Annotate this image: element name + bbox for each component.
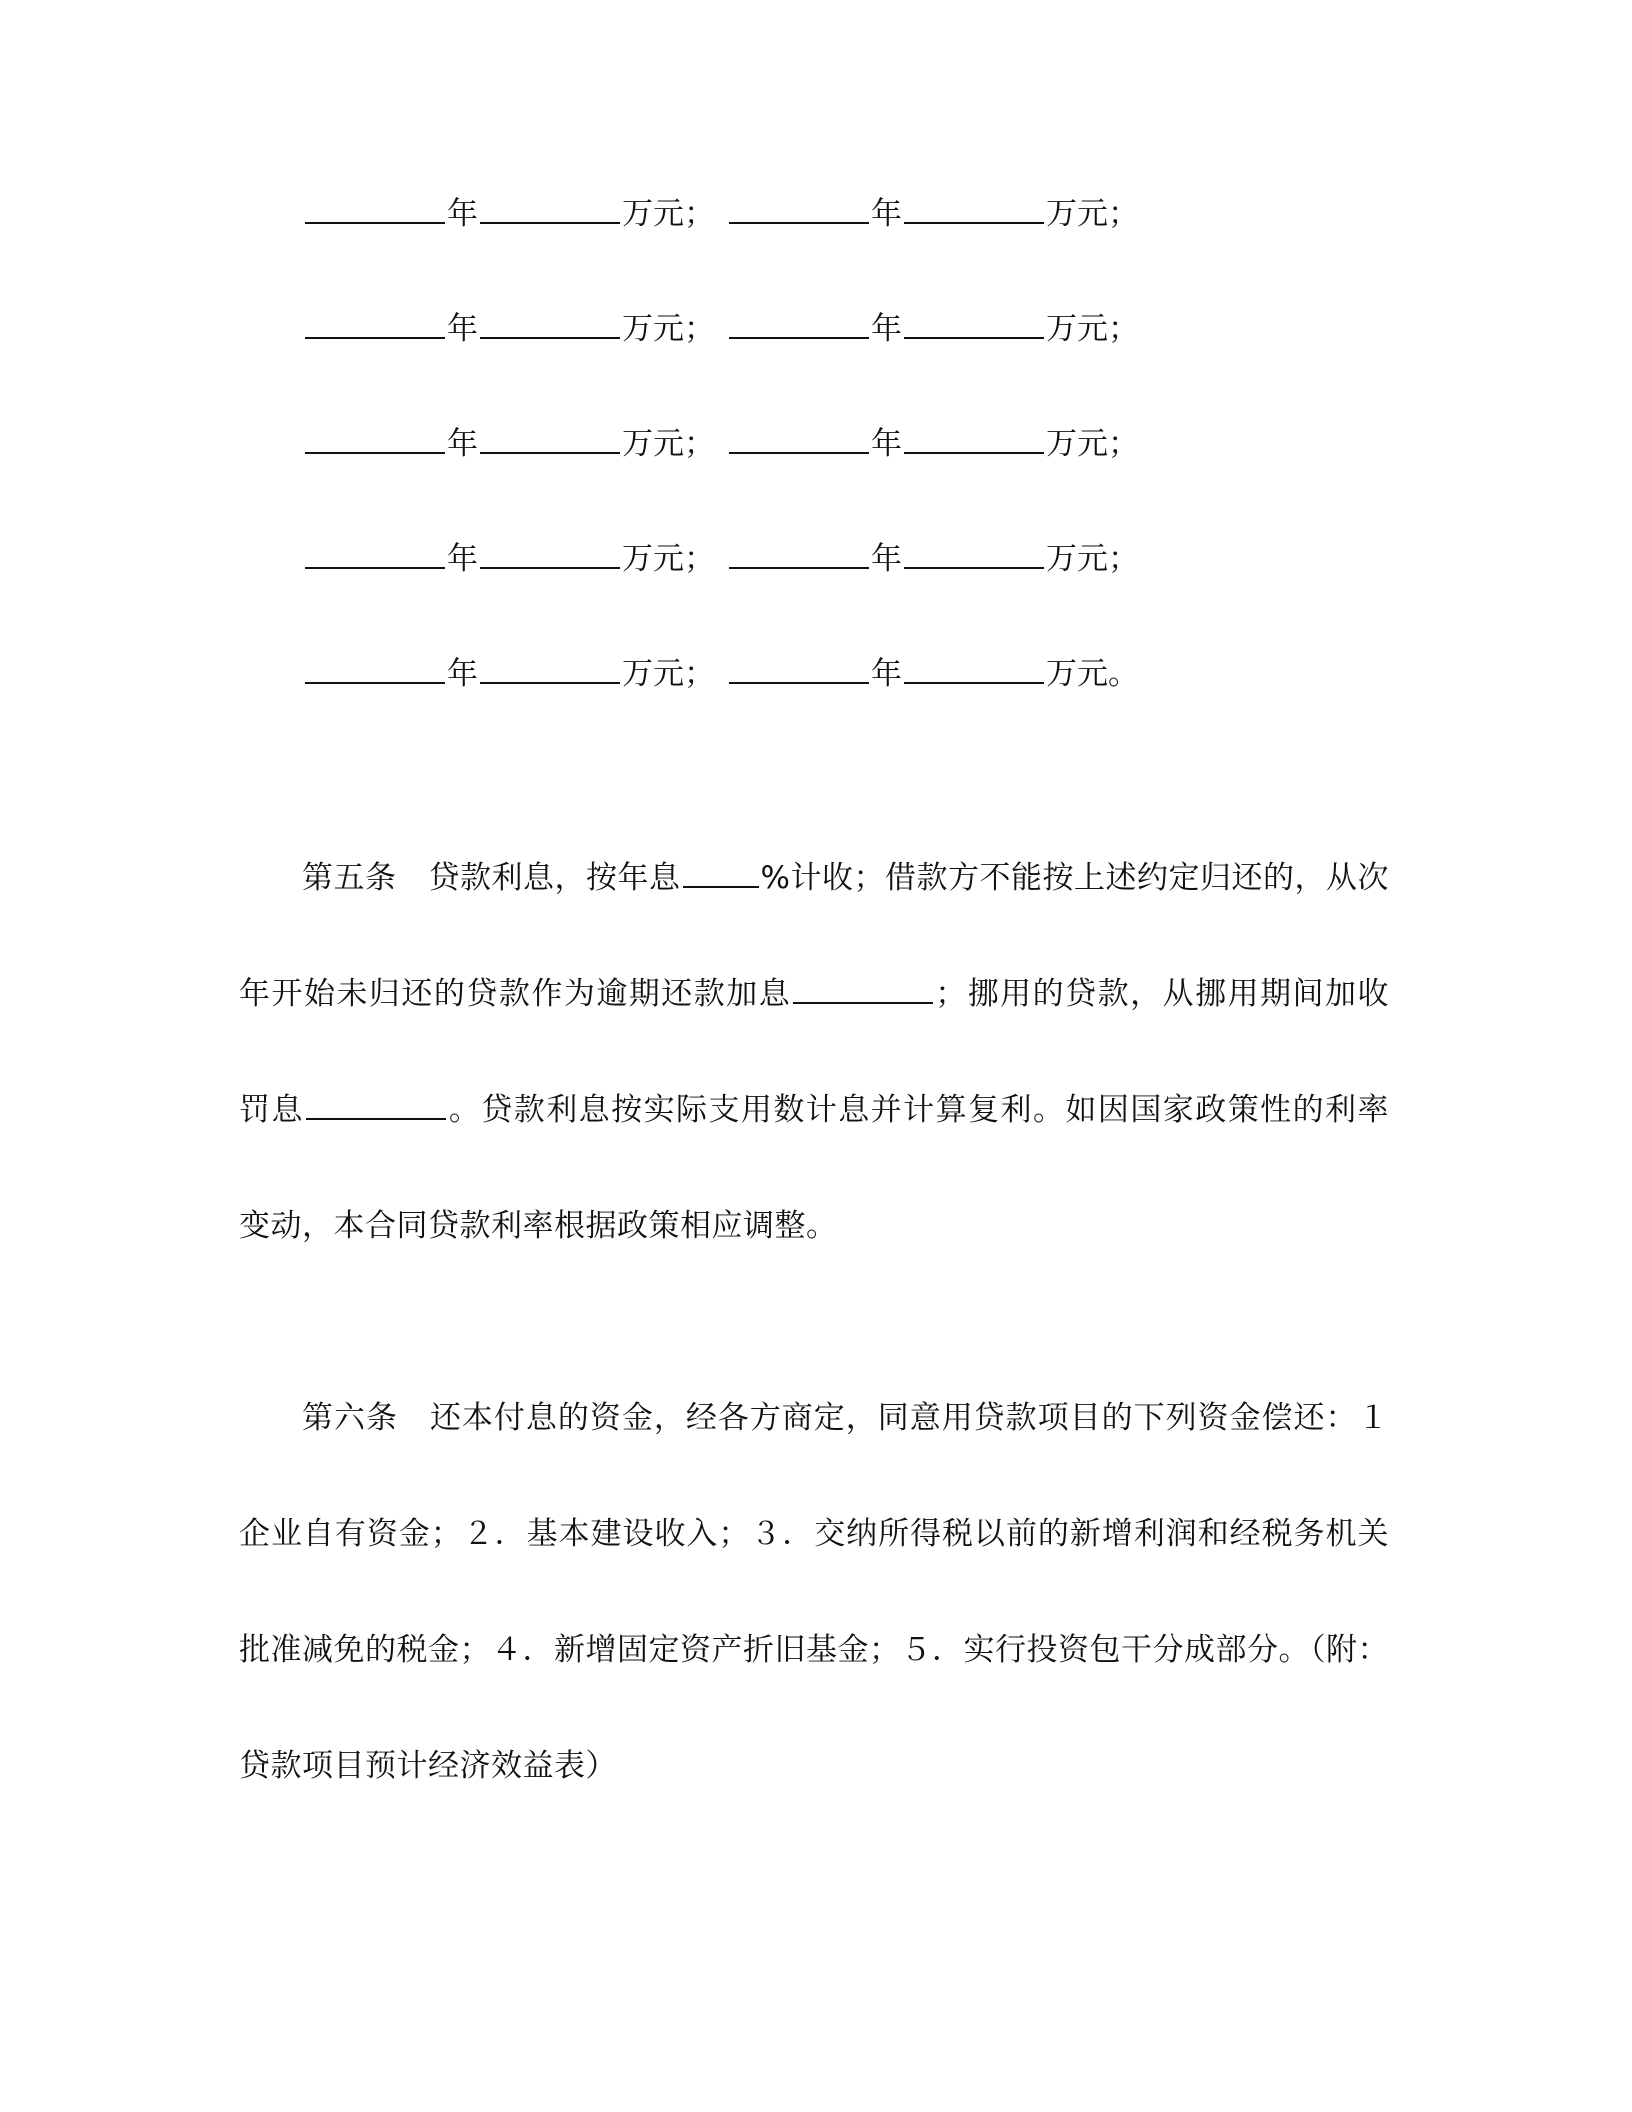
row-end-mark: 。 <box>1108 656 1139 692</box>
clause-six-heading: 第六条 <box>302 1400 398 1436</box>
row-separator: ； <box>1108 426 1139 462</box>
clause-six-paragraph <box>239 1360 1389 1824</box>
repayment-row <box>303 416 1403 531</box>
clause-five-text-d: 。贷款利息按实际支用数计息并计算复利。如因国家政策性的利率变动，本合同贷款利率根据政策相应调整。 <box>239 1092 1389 1244</box>
repayment-row <box>303 531 1403 646</box>
clause-five <box>239 820 1389 1284</box>
amount-unit: 万元 <box>622 311 684 347</box>
year-unit: 年 <box>447 656 478 692</box>
year-blank[interactable] <box>305 418 445 454</box>
clause-five-text-c: ；挪用的贷款，从挪用期间加收罚息 <box>239 976 1390 1128</box>
amount-blank[interactable] <box>904 648 1044 684</box>
year-unit: 年 <box>447 426 478 462</box>
row-separator: ； <box>684 541 715 577</box>
year-unit: 年 <box>447 196 478 232</box>
amount-unit: 万元 <box>1046 541 1108 577</box>
row-separator: ； <box>684 311 715 347</box>
repayment-row <box>303 186 1403 301</box>
year-unit: 年 <box>447 311 478 347</box>
year-blank[interactable] <box>305 533 445 569</box>
year-unit: 年 <box>871 541 902 577</box>
repayment-row <box>303 646 1403 761</box>
amount-blank[interactable] <box>904 533 1044 569</box>
clause-six-text: 还本付息的资金，经各方商定，同意用贷款项目的下列资金偿还：１企业自有资金；２．基本建设收入；３．交纳所得税以前的新增利润和经税务机关批准减免的税金；４．新增固定资产折旧基金；５．实行投资包干分成部分。（附：贷款项目预计经济效益表） <box>239 1400 1389 1784</box>
row-separator: ； <box>684 656 715 692</box>
amount-blank[interactable] <box>904 188 1044 224</box>
year-unit: 年 <box>871 196 902 232</box>
year-unit: 年 <box>871 426 902 462</box>
clause-five-heading: 第五条 <box>302 860 397 896</box>
amount-unit: 万元 <box>622 656 684 692</box>
year-unit: 年 <box>447 541 478 577</box>
overdue-interest-blank[interactable] <box>793 968 933 1004</box>
row-separator: ； <box>684 196 715 232</box>
amount-blank[interactable] <box>480 418 620 454</box>
amount-blank[interactable] <box>480 533 620 569</box>
amount-unit: 万元 <box>1046 656 1108 692</box>
amount-unit: 万元 <box>622 541 684 577</box>
row-separator: ； <box>1108 311 1139 347</box>
year-blank[interactable] <box>729 418 869 454</box>
year-blank[interactable] <box>729 648 869 684</box>
amount-unit: 万元 <box>1046 196 1108 232</box>
year-blank[interactable] <box>305 188 445 224</box>
amount-unit: 万元 <box>622 196 684 232</box>
clause-five-text-b: %计收；借款方不能按上述约定归还的，从次年开始未归还的贷款作为逾期还款加息 <box>239 860 1390 1012</box>
amount-blank[interactable] <box>480 648 620 684</box>
row-separator: ； <box>1108 196 1139 232</box>
repayment-row <box>303 301 1403 416</box>
year-blank[interactable] <box>729 188 869 224</box>
repayment-schedule <box>303 186 1403 761</box>
row-separator: ； <box>1108 541 1139 577</box>
year-blank[interactable] <box>305 648 445 684</box>
year-unit: 年 <box>871 311 902 347</box>
amount-blank[interactable] <box>480 188 620 224</box>
year-blank[interactable] <box>729 533 869 569</box>
row-separator: ； <box>684 426 715 462</box>
amount-unit: 万元 <box>622 426 684 462</box>
clause-five-text-a: 贷款利息，按年息 <box>428 860 681 896</box>
year-unit: 年 <box>871 656 902 692</box>
clause-six <box>239 1360 1389 1824</box>
penalty-interest-blank[interactable] <box>306 1084 446 1120</box>
amount-blank[interactable] <box>480 303 620 339</box>
amount-blank[interactable] <box>904 418 1044 454</box>
annual-interest-blank[interactable] <box>683 852 759 888</box>
year-blank[interactable] <box>305 303 445 339</box>
amount-blank[interactable] <box>904 303 1044 339</box>
clause-five-paragraph <box>239 820 1389 1284</box>
amount-unit: 万元 <box>1046 311 1108 347</box>
year-blank[interactable] <box>729 303 869 339</box>
amount-unit: 万元 <box>1046 426 1108 462</box>
